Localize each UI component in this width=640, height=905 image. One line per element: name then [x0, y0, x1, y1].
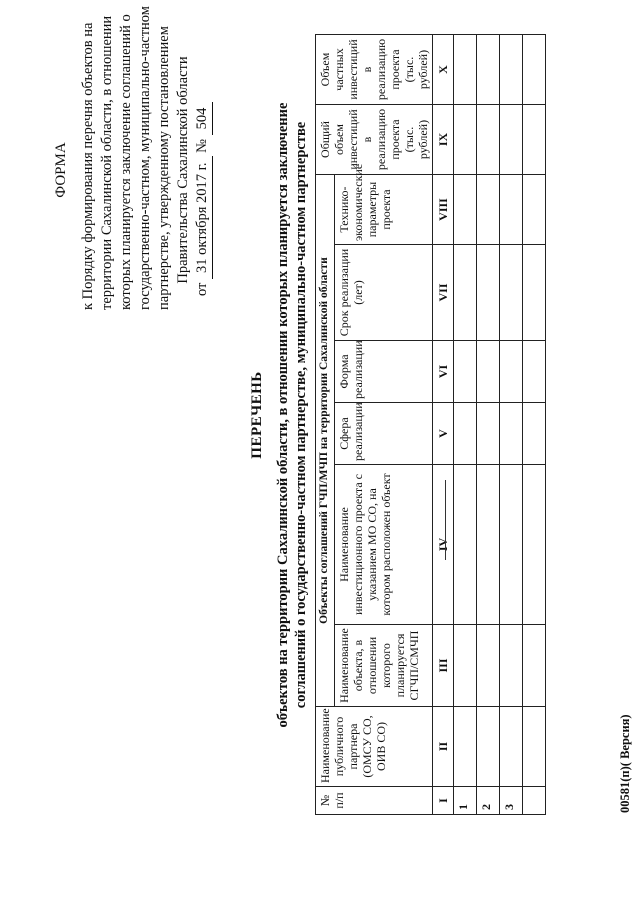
table-row [500, 35, 523, 815]
document-subtitle-line-1: объектов на территории Сахалинской области, в отношении которых планируется заключение [275, 102, 291, 728]
roman-cell: IV [433, 465, 454, 625]
table-roman-numeral-row [433, 35, 454, 815]
resolution-number: 504 [193, 102, 213, 136]
roman-cell: VII [433, 245, 454, 341]
header-line-2: территории Сахалинской области, в отношении [99, 15, 115, 310]
roman-cell: IX [433, 105, 454, 175]
table-row [523, 35, 546, 815]
roman-cell: VIII [433, 175, 454, 245]
col-header-parameters: Технико-экономические параметры проекта [334, 175, 432, 245]
document-code-footer: 00581(п)( Версия) [618, 714, 632, 813]
roman-cell: II [433, 707, 454, 787]
col-group-header: Объекты соглашений ГЧП/МЧП на территории Сахалинской области [316, 175, 335, 707]
roman-cell: III [433, 625, 454, 707]
document-title-block [248, 35, 310, 795]
resolution-date: 31 октября 2017 г. [193, 156, 213, 279]
col-header-sphere: Сфера реализации [334, 403, 432, 465]
date-prefix: от [194, 282, 210, 296]
number-prefix: № [194, 138, 210, 153]
col-header-object-name: Наименование объекта, в отношении которого планируется СГЧП/СМЧП [334, 625, 432, 707]
header-line-6: Правительства Сахалинской области [175, 56, 191, 284]
col-header-number: № п/п [316, 787, 433, 815]
row-number: 3 [500, 787, 523, 815]
document-subtitle-line-2: соглашений о государственно-частном партнерстве, муниципально-частном партнерстве [293, 121, 309, 709]
row-number: 2 [477, 787, 500, 815]
roman-cell: V [433, 403, 454, 465]
col-header-term: Срок реализации (лет) [334, 245, 432, 341]
header-line-5: партнерстве, утвержденному постановлением [156, 26, 172, 310]
table-header-group-row [316, 35, 335, 815]
table-row [454, 35, 477, 815]
header-line-3: которых планируется заключение соглашений о [118, 14, 134, 310]
col-header-project-name: Наименование инвестиционного проекта с указанием МО СО, на котором расположен объект [334, 465, 432, 625]
col-header-total-investment: Общий объем инвестиций в реализацию проекта (тыс. рублей) [316, 105, 433, 175]
document-title: ПЕРЕЧЕНЬ [249, 371, 265, 459]
form-label: ФОРМА [53, 142, 69, 198]
col-header-form: Форма реализации [334, 341, 432, 403]
objects-table [315, 34, 546, 815]
approval-stamp-block [52, 6, 213, 310]
table-row [477, 35, 500, 815]
roman-cell: VI [433, 341, 454, 403]
header-line-1: к Порядку формирования перечня объектов на [80, 22, 96, 310]
row-number: 1 [454, 787, 477, 815]
roman-cell: X [433, 35, 454, 105]
resolution-date-line [193, 30, 213, 310]
col-header-public-partner: Наименование публичного партнера (ОМСУ СО, ОИВ СО) [316, 707, 433, 787]
col-header-private-investment: Объем частных инвестиций в реализацию проекта (тыс. рублей) [316, 35, 433, 105]
footer-rule [445, 480, 446, 560]
roman-cell: I [433, 787, 454, 815]
header-line-4: государственно-частном, муниципально-частном [137, 6, 153, 310]
